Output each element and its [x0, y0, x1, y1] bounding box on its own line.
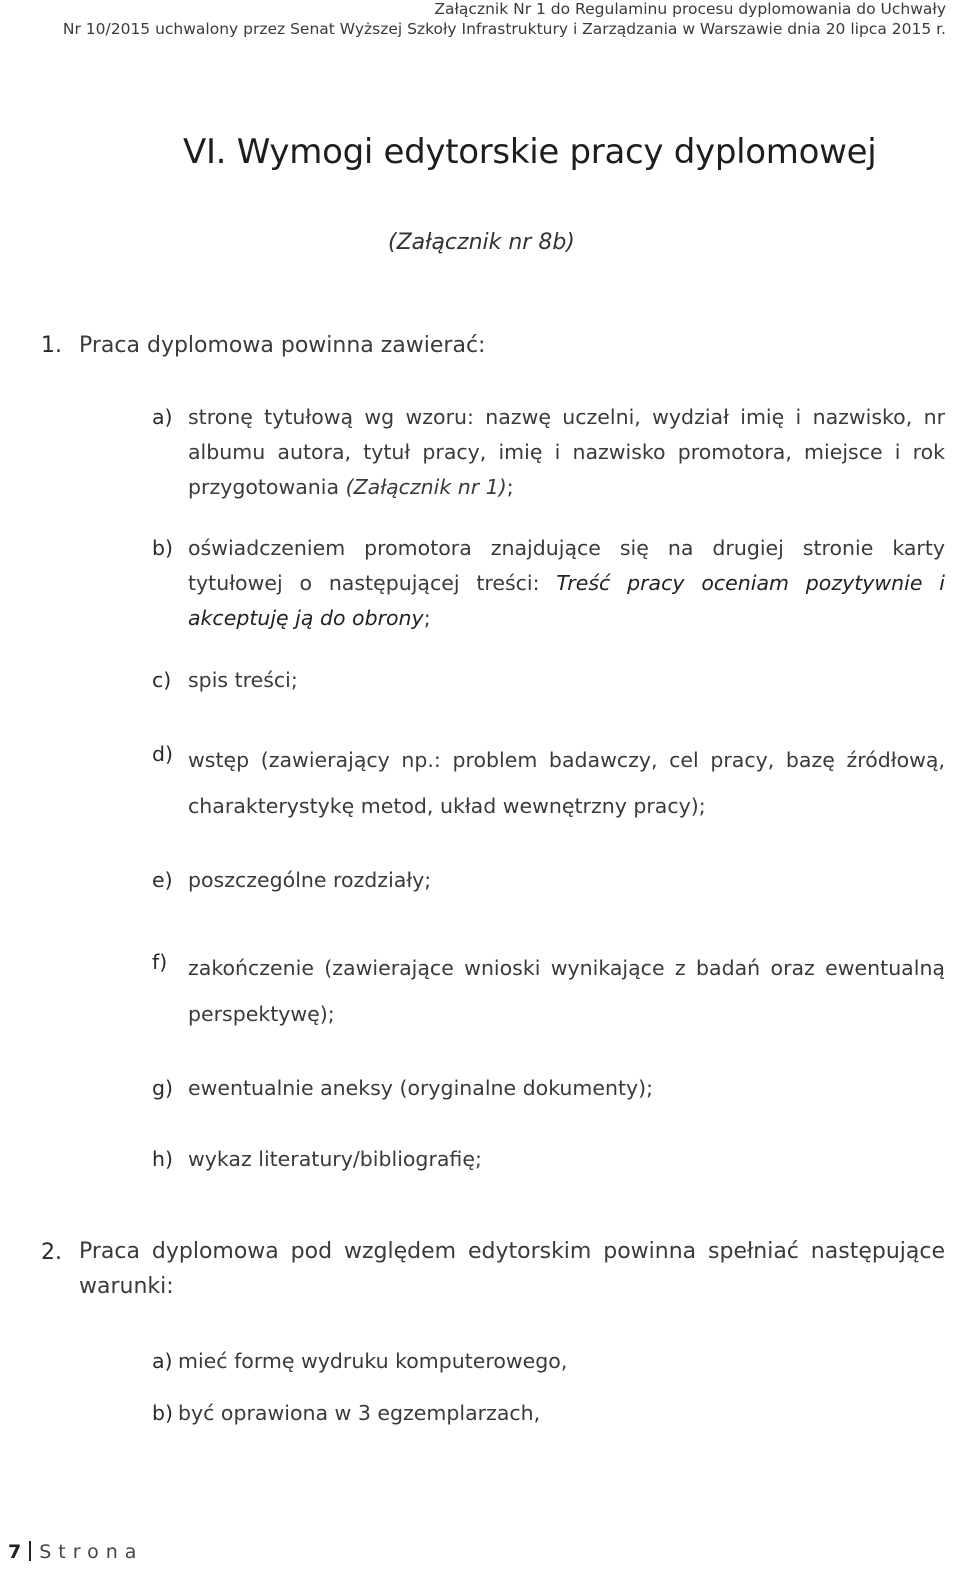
- item-2a-text: mieć formę wydruku komputerowego,: [178, 1349, 568, 1373]
- header-line-1: Załącznik Nr 1 do Regulaminu procesu dyplomowania do Uchwały: [434, 0, 946, 18]
- page-word: Strona: [39, 1541, 144, 1563]
- item-1e-text: poszczególne rozdziały;: [188, 868, 432, 892]
- item-1f-text: zakończenie (zawierające wnioski wynikające z badań oraz ewentualną perspektywę);: [188, 956, 945, 1026]
- item-1c-text: spis treści;: [188, 668, 298, 692]
- section-2-number: 2.: [41, 1240, 62, 1265]
- header-line-2: Nr 10/2015 uchwalony przez Senat Wyższej Szkoły Infrastruktury i Zarządzania w Warszawie dnia 20 lipca 2015 r.: [62, 20, 946, 38]
- item-1g-label: g): [152, 1076, 174, 1100]
- item-2a-label: a): [152, 1349, 173, 1373]
- item-1a-text: stronę tytułową wg wzoru: nazwę uczelni, wydział imię i nazwisko, nr albumu autora, tytuł pracy, imię i nazwisko promotora, miejsce i rok przygotowania (Załącznik nr 1);: [188, 405, 945, 499]
- page-footer: [0, 1541, 143, 1563]
- item-1h-label: h): [152, 1147, 173, 1171]
- page-number: 7: [8, 1541, 22, 1563]
- page-title: VI. Wymogi edytorskie pracy dyplomowej: [183, 132, 877, 172]
- item-2b-label: b): [152, 1401, 174, 1425]
- item-1d-text: wstęp (zawierający np.: problem badawczy, cel pracy, bazę źródłową, charakterystykę metod, układ wewnętrzny pracy);: [188, 748, 945, 818]
- section-1-number: 1.: [41, 333, 62, 358]
- item-1h-text: wykaz literatury/bibliografię;: [188, 1147, 482, 1171]
- item-1a-label: a): [152, 405, 173, 429]
- item-1e-label: e): [152, 868, 173, 892]
- section-1-heading: Praca dyplomowa powinna zawierać:: [79, 333, 486, 358]
- page-subtitle: (Załącznik nr 8b): [388, 230, 575, 255]
- item-2b-text: być oprawiona w 3 egzemplarzach,: [178, 1401, 541, 1425]
- item-1b-label: b): [152, 536, 174, 560]
- item-1c-label: c): [152, 668, 172, 692]
- footer-divider: [29, 1541, 31, 1561]
- item-1d-label: d): [152, 742, 174, 766]
- section-2-heading: Praca dyplomowa pod względem edytorskim powinna spełniać następujące warunki:: [79, 1239, 945, 1299]
- item-1b-text: oświadczeniem promotora znajdujące się na drugiej stronie karty tytułowej o następującej treści: Treść pracy oceniam pozytywnie i akceptuję ją do obrony;: [188, 536, 945, 630]
- item-1f-label: f): [152, 950, 168, 974]
- item-1g-text: ewentualnie aneksy (oryginalne dokumenty);: [188, 1076, 654, 1100]
